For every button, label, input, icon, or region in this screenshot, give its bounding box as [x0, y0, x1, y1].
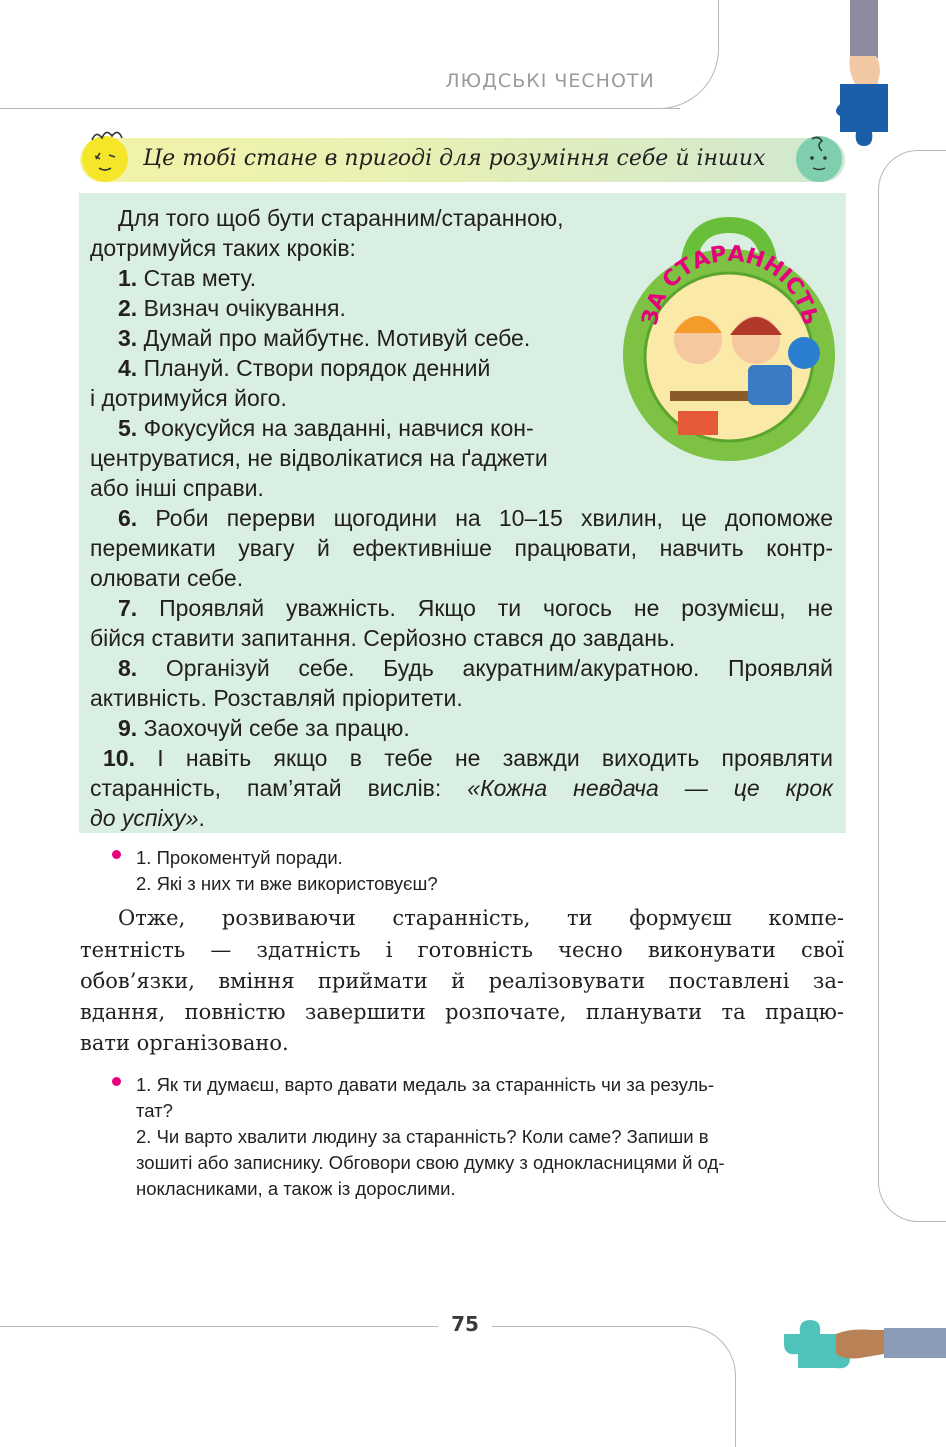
- step-7: 7. Проявляй уважність. Якщо ти чогось не розумієш, не: [118, 595, 834, 621]
- step-8: 8. Організуй себе. Будь акуратним/акуратною. Проявляй: [118, 655, 833, 681]
- header-rule: [0, 108, 680, 109]
- step-6: 6. Роби перерви щогодини на 10–15 хвилин, це допоможе: [118, 505, 833, 531]
- conclusion-line-1: Отже, розвиваючи старанність, ти формуєш компе-: [118, 906, 844, 930]
- step-10: 10. І навіть якщо в тебе не завжди виходить проявляти: [103, 745, 834, 771]
- step-10-cont: старанність, пам’ятай вислів: «Кожна невдача — це крок: [90, 775, 833, 801]
- banner-title: Це тобі стане в пригоді для розуміння себе й інших: [143, 146, 766, 171]
- question-2-line-2: тат?: [136, 1100, 173, 1121]
- question-bullet-2: [112, 1077, 121, 1086]
- question-1-line-1: 1. Прокоментуй поради.: [136, 847, 343, 868]
- question-2-line-1: 1. Як ти думаєш, варто давати медаль за старанність чи за резуль-: [136, 1074, 715, 1095]
- footer-corner: [492, 1326, 736, 1447]
- question-1-line-2: 2. Які з них ти вже використовуєш?: [136, 873, 438, 894]
- question-2-line-5: нокласниками, а також із дорослими.: [136, 1178, 456, 1199]
- step-4: 4. Плануй. Створи порядок денний: [118, 355, 491, 381]
- thinking-face-right-icon: [794, 133, 844, 183]
- step-10-quote-end: до успіху».: [90, 805, 205, 831]
- conclusion-line-3: обов’язки, вміння приймати й реалізовувати поставлені за-: [80, 969, 844, 993]
- step-6-cont-2: олювати себе.: [90, 565, 244, 591]
- question-2-line-4: зошиті або записнику. Обговори свою думку з однокласницями й од-: [136, 1152, 725, 1173]
- hand-puzzle-top-illustration: [836, 0, 896, 150]
- step-4-cont: і дотримуйся його.: [90, 385, 287, 411]
- footer-rule-left: [0, 1326, 438, 1327]
- step-6-cont-1: перемикати увагу й ефективніше працювати, навчить контр-: [90, 535, 833, 561]
- step-5: 5. Фокусуйся на завданні, навчися кон-: [118, 415, 534, 441]
- thinking-face-left-icon: [78, 126, 132, 184]
- right-margin-frame: [878, 150, 946, 1222]
- question-bullet-1: [112, 850, 121, 859]
- step-8-cont: активність. Розставляй пріоритети.: [90, 685, 463, 711]
- svg-text:ЗА СТАРАННІСТЬ: ЗА СТАРАННІСТЬ: [637, 241, 823, 328]
- hand-puzzle-bottom-illustration: [780, 1314, 946, 1374]
- step-9: 9. Заохочуй себе за працю.: [118, 715, 410, 741]
- conclusion-line-2: тентність — здатність і готовність чесно виконувати свої: [80, 938, 844, 962]
- question-2-line-3: 2. Чи варто хвалити людину за старанність? Коли саме? Запиши в: [136, 1126, 709, 1147]
- intro-line-1: Для того щоб бути старанним/старанною,: [118, 205, 564, 231]
- step-1: 1. Став мету.: [118, 265, 257, 291]
- step-3: 3. Думай про майбутнє. Мотивуй себе.: [118, 325, 531, 351]
- diligence-medal-illustration: [618, 215, 840, 467]
- running-title: ЛЮДСЬКІ ЧЕСНОТИ: [445, 70, 655, 92]
- step-7-cont: бійся ставити запитання. Серйозно стався до завдань.: [90, 625, 676, 651]
- conclusion-line-5: вати організовано.: [80, 1031, 289, 1055]
- conclusion-line-4: вдання, повністю завершити розпочате, планувати та працю-: [80, 1000, 844, 1024]
- header-corner: [620, 0, 719, 109]
- intro-line-2: дотримуйся таких кроків:: [90, 235, 356, 261]
- step-5-cont-1: центруватися, не відволікатися на ґаджети: [90, 445, 548, 471]
- step-2: 2. Визнач очікування.: [118, 295, 346, 321]
- step-5-cont-2: або інші справи.: [90, 475, 264, 501]
- page-number: 75: [451, 1312, 479, 1336]
